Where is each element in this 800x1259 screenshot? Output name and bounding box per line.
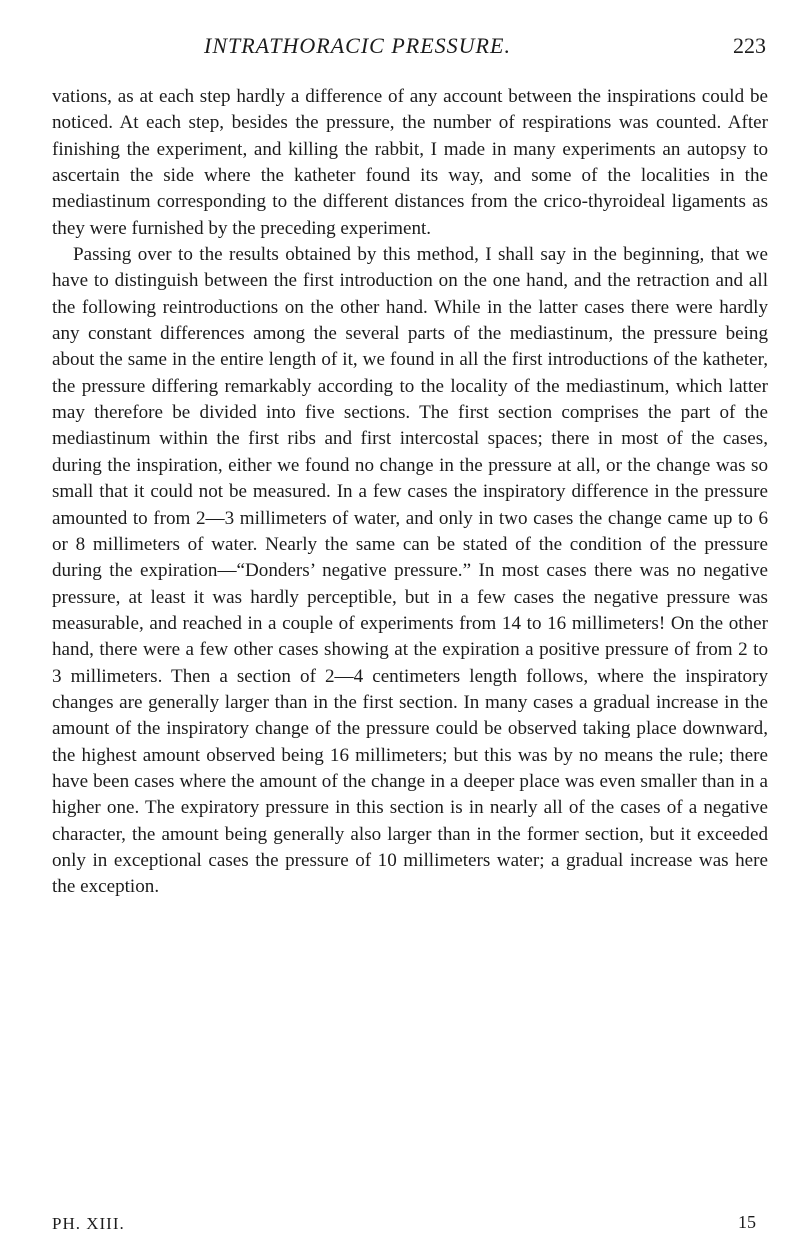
paragraph-results: Passing over to the results obtained by this method, I shall say in the beginning, that we have to distinguish between the first introduction on the one hand, and the retraction and all the following reintroductions on the other hand. While in the latter cases there were hardly any constant differences among the several parts of the mediastinum, the pressure being about the same in the entire length of it, we found in all the first introductions of the katheter, the pressure differing remarkably according to the locality of the mediastinum, which latter may therefore be divided into five sections. The first section comprises the part of the mediastinum within the first ribs and first intercostal spaces; there in most of the cases, during the inspiration, either we found no change in the pressure at all, or the change was so small that it could not be measured. In a few cases the inspiratory difference in the pressure amounted to from 2—3 millimeters of water, and only in two cases the change came up to 6 or 8 millimeters of water. Nearly the same can be stated of the condition of the pressure during the expiration—“Donders’ negative pressure.” In most cases there was no negative pressure, at least it was hardly perceptible, but in a few cases the negative pressure was measurable, and reached in a couple of experiments from 14 to 16 millimeters! On the other hand, there were a few other cases showing at the expiration a positive pressure of from 2 to 3 millimeters. Then a section of 2—4 centimeters length follows, where the inspiratory changes are generally larger than in the first section. In many cases a gradual increase in the amount of the inspiratory change of the pressure could be observed taking place downward, the highest amount observed being 16 millimeters; but this was by no means the rule; there have been cases where the amount of the change in a deeper place was even smaller than in a higher one. The expiratory pressure in this section is in nearly all of the cases of a negative character, the amount being generally also larger than in the former section, but it exceeded only in exceptional cases the pressure of 10 millimeters water; a gradual increase was here the exception. — [52, 244, 768, 898]
page-number: 223 — [733, 33, 766, 58]
body-text — [52, 84, 768, 901]
paragraph-continued: vations, as at each step hardly a difference of any account between the inspirations could be noticed. At each step, besides the pressure, the number of respirations was counted. After finishing the experiment, and killing the rabbit, I made in many experiments an autopsy to ascertain the side where the katheter found its way, and some of the localities in the mediastinum corresponding to the different distances from the crico-thyroideal ligaments as they were furnished by the preceding experiment. — [52, 86, 768, 239]
running-title: INTRATHORACIC PRESSURE. — [204, 33, 511, 58]
page-header — [52, 0, 768, 60]
signature-mark: PH. XIII. — [52, 1214, 125, 1233]
sheet-number: 15 — [738, 1212, 756, 1232]
page-footer — [52, 1214, 768, 1238]
book-page — [52, 0, 768, 1233]
